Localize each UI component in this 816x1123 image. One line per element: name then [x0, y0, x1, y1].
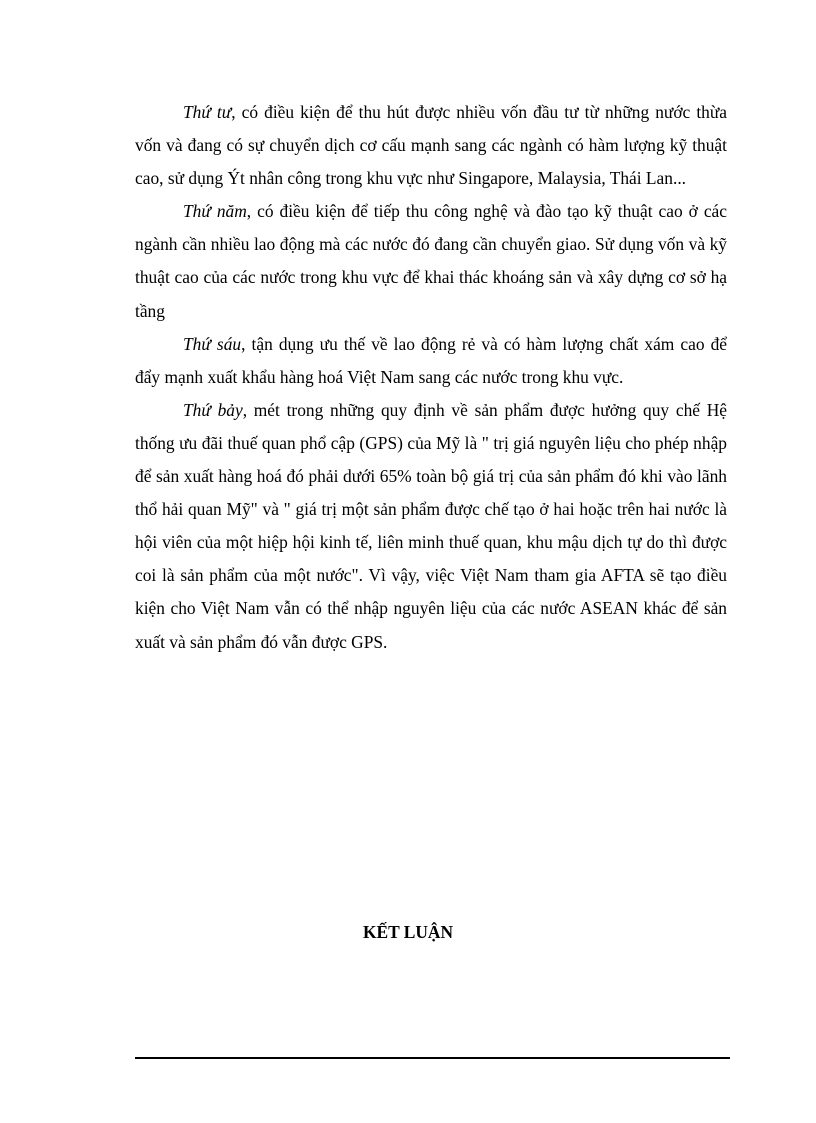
paragraph-text: , có điều kiện để tiếp thu công nghệ và đào tạo kỹ thuật cao ở các ngành cần nhiều lao động mà các nước đó đang cần chuyển giao. Sử dụng vốn và kỹ thuật cao của các nước trong khu vực để khai thác khoáng sản và xây dựng cơ sở hạ tầng — [135, 201, 727, 321]
paragraph-thu-tu — [135, 96, 727, 195]
paragraph-thu-sau — [135, 328, 727, 394]
paragraph-lead: Thứ sáu — [183, 333, 242, 354]
paragraph-thu-bay — [135, 394, 727, 659]
section-heading: KẾT LUẬN — [362, 922, 454, 942]
paragraph-text: , tận dụng ưu thế về lao động rẻ và có hàm lượng chất xám cao để đẩy mạnh xuất khẩu hàng hoá Việt Nam sang các nước trong khu vực. — [135, 333, 728, 387]
footer-divider — [135, 1057, 730, 1059]
paragraph-text: , mét trong những quy định về sản phẩm được hưởng quy chế Hệ thống ưu đãi thuế quan phổ cập (GPS) của Mỹ là " trị giá nguyên liệu cho phép nhập để sản xuất hàng hoá đó phải dưới 65% toàn bộ giá trị của sản phẩm đó khi vào lãnh thổ hải quan Mỹ" và " giá trị một sản phẩm được chế tạo ở hai hoặc trên hai nước là hội viên của một hiệp hội kinh tế, liên minh thuế quan, khu mậu dịch tự do thì được coi là sản phẩm của một nước". Vì vậy, việc Việt Nam tham gia AFTA sẽ tạo điều kiện cho Việt Nam vẫn có thể nhập nguyên liệu của các nước ASEAN khác để sản xuất và sản phẩm đó vẫn được GPS. — [135, 399, 728, 652]
paragraph-lead: Thứ tư — [183, 102, 232, 122]
body-text — [135, 96, 727, 659]
paragraph-text: , có điều kiện để thu hút được nhiều vốn đầu tư từ những nước thừa vốn và đang có sự chuyển dịch cơ cấu mạnh sang các ngành có hàm lượng kỹ thuật cao, sử dụng Ýt nhân công trong khu vực như Singapore, Malaysia, Thái Lan... — [135, 102, 727, 189]
paragraph-thu-nam — [135, 195, 727, 327]
paragraph-lead: Thứ bảy — [183, 399, 243, 420]
paragraph-lead: Thứ năm — [183, 201, 247, 222]
